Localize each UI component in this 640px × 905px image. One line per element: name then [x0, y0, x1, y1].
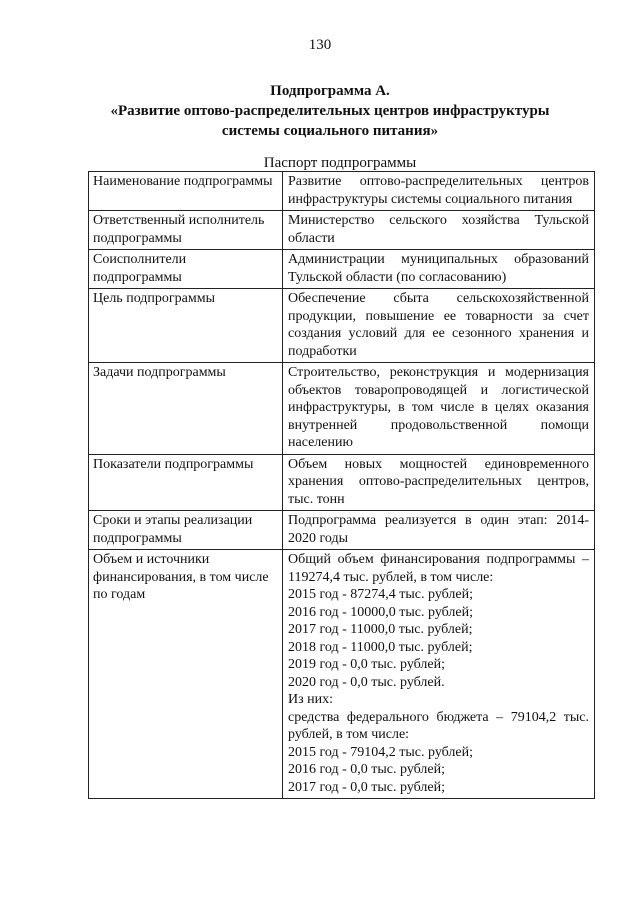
- row-label-goal: Цель подпрограммы: [89, 289, 283, 363]
- subprogram-heading: [60, 81, 600, 141]
- funding-line: 2015 год - 87274,4 тыс. рублей;: [288, 587, 474, 602]
- row-label-indicators: Показатели подпрограммы: [89, 454, 283, 511]
- heading-line-3: системы социального питания»: [221, 123, 439, 139]
- federal-funding-intro: средства федерального бюджета – 79104,2 тыс. рублей, в том числе:: [288, 709, 589, 742]
- passport-table: [88, 171, 595, 799]
- table-row: [89, 363, 595, 455]
- heading-line-1: Подпрограмма А.: [270, 83, 390, 99]
- table-caption: Паспорт подпрограммы: [263, 155, 417, 171]
- table-row: [89, 172, 595, 211]
- row-value-terms: Подпрограмма реализуется в один этап: 2014-2020 годы: [283, 511, 595, 550]
- row-label-tasks: Задачи подпрограммы: [89, 363, 283, 455]
- page-number: 130: [308, 37, 332, 53]
- table-row: [89, 211, 595, 250]
- row-value-name: Развитие оптово-распределительных центров инфраструктуры системы социального питания: [283, 172, 595, 211]
- table-row: [89, 454, 595, 511]
- funding-line: 2020 год - 0,0 тыс. рублей.: [288, 674, 445, 690]
- row-label-name: Наименование подпрограммы: [89, 172, 283, 211]
- federal-funding-line: 2015 год - 79104,2 тыс. рублей;: [288, 744, 474, 760]
- funding-line: Из них:: [288, 692, 334, 707]
- table-row: [89, 511, 595, 550]
- funding-line: 2016 год - 10000,0 тыс. рублей;: [288, 604, 474, 620]
- row-value-indicators: Объем новых мощностей единовременного хранения оптово-распределительных центров, тыс. тонн: [283, 454, 595, 511]
- table-row: [89, 250, 595, 289]
- table-row: [89, 289, 595, 363]
- funding-line: 2017 год - 11000,0 тыс. рублей;: [288, 622, 473, 637]
- row-label-funding: Объем и источники финансирования, в том числе по годам: [89, 550, 283, 799]
- row-value-tasks: Строительство, реконструкция и модернизация объектов товаропроводящей и логистической инфраструктуры, в том числе в целях оказания внутренней продовольственной помощи населению: [283, 363, 595, 455]
- row-label-coexecutors: Соисполнители подпрограммы: [89, 250, 283, 289]
- federal-funding-line: 2017 год - 0,0 тыс. рублей;: [288, 779, 446, 795]
- heading-line-2: «Развитие оптово-распределительных центров инфраструктуры: [110, 103, 550, 119]
- row-label-responsible: Ответственный исполнитель подпрограммы: [89, 211, 283, 250]
- row-label-terms: Сроки и этапы реализации подпрограммы: [89, 511, 283, 550]
- row-value-coexecutors: Администрации муниципальных образований Тульской области (по согласованию): [283, 250, 595, 289]
- federal-funding-line: 2016 год - 0,0 тыс. рублей;: [288, 762, 446, 777]
- table-row: [89, 550, 595, 799]
- funding-intro: Общий объем финансирования подпрограммы – 119274,4 тыс. рублей, в том числе:: [288, 552, 589, 585]
- row-value-goal: Обеспечение сбыта сельскохозяйственной продукции, повышение ее товарности за счет создания условий для ее сезонного хранения и подработки: [283, 289, 595, 363]
- funding-line: 2019 год - 0,0 тыс. рублей;: [288, 657, 446, 672]
- row-value-funding: [283, 550, 595, 799]
- funding-line: 2018 год - 11000,0 тыс. рублей;: [288, 639, 473, 655]
- row-value-responsible: Министерство сельского хозяйства Тульской области: [283, 211, 595, 250]
